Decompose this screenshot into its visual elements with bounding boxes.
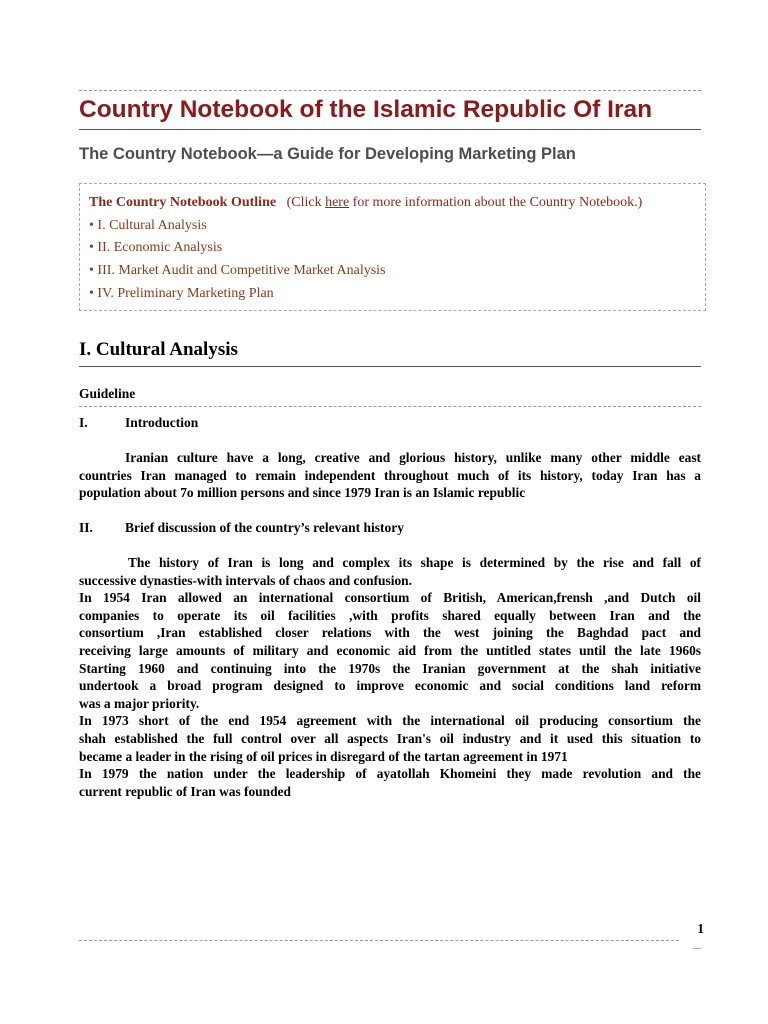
paragraph-line: The history of Iran is long and complex its shape is determined by the rise and fall of <box>128 555 701 570</box>
item-number: I. <box>79 415 88 430</box>
item-title-introduction: Introduction <box>125 415 199 430</box>
item-number: II. <box>79 520 93 535</box>
paragraph-line: successive dynasties-with intervals of chaos and confusion. <box>79 572 412 588</box>
introduction-paragraph <box>79 449 701 502</box>
paragraph-line: undertook a broad program designed to improve economic and social conditions land reform <box>79 678 701 694</box>
footer-dashed-rule <box>79 940 679 941</box>
page-number: 1 <box>697 921 704 936</box>
paragraph-line: became a leader in the rising of oil prices in disregard of the tartan agreement in 1971 <box>79 748 568 764</box>
outline-item-marketing-plan[interactable]: • IV. Preliminary Marketing Plan <box>89 286 274 301</box>
page-number-rule <box>693 948 701 949</box>
history-paragraph <box>79 554 701 800</box>
outline-item-economic[interactable]: • II. Economic Analysis <box>89 240 223 255</box>
guideline-label: Guideline <box>79 386 136 401</box>
section-underline <box>79 366 701 367</box>
outline-item-cultural[interactable]: • I. Cultural Analysis <box>89 218 207 233</box>
outline-note-suffix: for more information about the Country Notebook.) <box>349 195 643 210</box>
paragraph-line: countries Iran managed to remain independent throughout much of its history, today Iran has a <box>79 467 701 483</box>
outline-heading: The Country Notebook Outline <box>89 195 277 210</box>
paragraph-line: receiving large amounts of military and economic aid from the untitled states until the late 1960s <box>79 642 701 658</box>
outline-item-market-audit[interactable]: • III. Market Audit and Competitive Market Analysis <box>89 263 386 278</box>
guideline-dashed-rule <box>79 406 701 407</box>
title-underline <box>79 129 701 130</box>
paragraph-line: was a major priority. <box>79 695 200 711</box>
paragraph-line: Starting 1960 and continuing into the 1970s the Iranian government at the shah initiative <box>79 660 701 676</box>
document-subtitle: The Country Notebook—a Guide for Developing Marketing Plan <box>79 145 576 163</box>
paragraph-line: shah established the full control over all aspects Iran's oil industry and it used this situation to <box>79 730 701 746</box>
paragraph-line: In 1954 Iran allowed an international consortium of British, American,frensh ,and Dutch oil <box>79 590 701 606</box>
paragraph-line: consortium ,Iran established closer relations with the west joining the Baghdad pact and <box>79 625 701 641</box>
outline-here-link[interactable]: here <box>325 195 350 210</box>
paragraph-line: population about 7o million persons and since 1979 Iran is an Islamic republic <box>79 485 526 501</box>
paragraph-line: Iranian culture have a long, creative and glorious history, unlike many other middle east <box>125 450 701 465</box>
paragraph-line: In 1973 short of the end 1954 agreement with the international oil producing consortium the <box>79 713 701 729</box>
outline-note-prefix: (Click <box>286 195 326 210</box>
paragraph-line: companies to operate its oil facilities ,with profits shared equally between Iran and the <box>79 607 701 623</box>
paragraph-line: current republic of Iran was founded <box>79 783 291 799</box>
top-dashed-rule <box>79 90 701 91</box>
paragraph-line: In 1979 the nation under the leadership of ayatollah Khomeini they made revolution and the <box>79 766 701 782</box>
section-title: I. Cultural Analysis <box>79 339 238 360</box>
item-title-history: Brief discussion of the country’s relevant history <box>125 520 404 535</box>
document-title: Country Notebook of the Islamic Republic Of Iran <box>79 96 653 123</box>
outline-header <box>89 193 642 213</box>
